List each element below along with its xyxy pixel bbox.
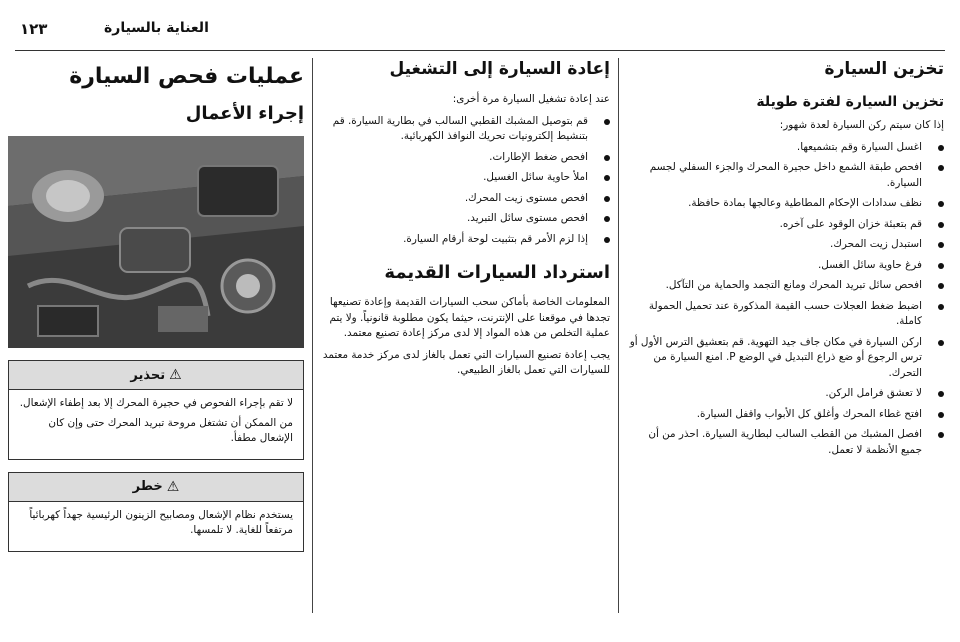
header-rule xyxy=(15,50,945,51)
list-item: اغسل السيارة وقم بتشميعها. xyxy=(628,140,944,156)
bullet-icon xyxy=(604,196,610,202)
danger-body xyxy=(9,502,303,551)
list-item: لا تعشق فرامل الركن. xyxy=(628,386,944,402)
column-storage xyxy=(628,58,944,618)
warning-body xyxy=(9,390,303,459)
body-paragraph: يجب إعادة تصنيع السيارات التي تعمل بالغاز لدى مركز خدمة معتمد للسيارات التي تعمل بالغاز الطبيعي. xyxy=(322,348,610,376)
list-item: قم بتوصيل المشبك القطبي السالب في بطارية السيارة. قم بتنشيط إلكترونيات تحريك النوافذ الكهربائية. xyxy=(320,114,610,145)
column-restart xyxy=(320,58,610,618)
list-item: افتح غطاء المحرك وأغلق كل الأبواب واقفل السيارة. xyxy=(628,407,944,423)
bullet-icon xyxy=(938,391,944,397)
list-item: اضبط ضغط العجلات حسب القيمة المذكورة عند تحميل الحمولة كاملة. xyxy=(628,299,944,330)
bullet-icon xyxy=(938,165,944,171)
storage-list xyxy=(628,140,944,459)
warning-text: لا تقم بإجراء الفحوص في حجيرة المحرك إلا بعد إطفاء الإشعال. xyxy=(19,397,293,409)
column-divider xyxy=(312,58,313,613)
intro-text: عند إعادة تشغيل السيارة مرة أخرى: xyxy=(452,93,610,105)
page-header xyxy=(0,0,960,50)
danger-text: يستخدم نظام الإشعال ومصابيح الزينون الرئيسية جهداً كهربائياً مرتفعاً للغاية. لا تلمسها. xyxy=(29,508,293,536)
bullet-icon xyxy=(604,216,610,222)
list-item: افحص مستوى زيت المحرك. xyxy=(320,191,610,207)
danger-label: خطر xyxy=(132,479,163,494)
warning-box xyxy=(8,360,304,460)
body-paragraph: المعلومات الخاصة بأماكن سحب السيارات القديمة وإعادة تصنيعها تجدها في موقعنا على الإنترنت، حيثما يكون مطلوبة قانونياً. ولا يتم عملية التخلص من هذه المواد إلا لدى مركز إعادة تصنيع معتمد. xyxy=(329,296,610,339)
warning-label: تحذير xyxy=(130,367,166,383)
list-item: افصل المشبك من القطب السالب لبطارية السيارة. احذر من أن جميع الأنظمة لا تعمل. xyxy=(628,427,944,458)
list-item: افحص مستوى سائل التبريد. xyxy=(320,211,610,227)
list-item: افحص سائل تبريد المحرك ومانع التجمد والحماية من التآكل. xyxy=(628,278,944,294)
warning-triangle-icon: ⚠ xyxy=(166,478,180,495)
page-number: ١٢٣ xyxy=(20,20,48,38)
intro-text: إذا كان سيتم ركن السيارة لعدة شهور: xyxy=(779,119,944,131)
bullet-icon xyxy=(938,263,944,269)
bullet-icon xyxy=(604,237,610,243)
list-item: نظف سدادات الإحكام المطاطية وعالجها بمادة حافظة. xyxy=(628,196,944,212)
bullet-icon xyxy=(938,145,944,151)
list-item: قم بتعبئة خزان الوقود على آخره. xyxy=(628,217,944,233)
list-item: اركن السيارة في مكان جاف جيد التهوية. قم بتعشيق الترس الأول أو ترس الرجوع أو ضع ذراع التبديل في الوضع P. امنع السيارة من التحرك. xyxy=(628,335,944,382)
warning-header xyxy=(9,361,303,390)
bullet-icon xyxy=(938,222,944,228)
danger-header xyxy=(9,473,303,502)
warning-triangle-icon: ⚠ xyxy=(169,367,182,383)
restart-list xyxy=(320,114,610,248)
list-item: فرغ حاوية سائل الغسل. xyxy=(628,258,944,274)
column-divider xyxy=(618,58,619,613)
engine-bay-photo xyxy=(8,136,304,348)
section-title: عمليات فحص السيارة xyxy=(69,64,304,89)
bullet-icon xyxy=(938,304,944,310)
bullet-icon xyxy=(938,432,944,438)
danger-box xyxy=(8,472,304,552)
section-title: استرداد السيارات القديمة xyxy=(384,262,610,283)
list-item: استبدل زيت المحرك. xyxy=(628,237,944,253)
bullet-icon xyxy=(604,119,610,125)
subsection-title: تخزين السيارة لفترة طويلة xyxy=(756,94,944,110)
column-checks xyxy=(8,58,304,618)
section-title: تخزين السيارة xyxy=(824,59,944,79)
bullet-icon xyxy=(938,201,944,207)
bullet-icon xyxy=(938,412,944,418)
list-item: إذا لزم الأمر قم بتثبيت لوحة أرقام السيارة. xyxy=(320,232,610,248)
bullet-icon xyxy=(938,242,944,248)
bullet-icon xyxy=(938,283,944,289)
procedure-title: إجراء الأعمال xyxy=(185,103,304,124)
list-item: افحص ضغط الإطارات. xyxy=(320,150,610,166)
bullet-icon xyxy=(938,340,944,346)
running-head: العناية بالسيارة xyxy=(104,20,209,36)
engine-bay-illustration xyxy=(8,136,304,348)
bullet-icon xyxy=(604,155,610,161)
section-title: إعادة السيارة إلى التشغيل xyxy=(389,59,610,79)
warning-text: من الممكن أن تشتغل مروحة تبريد المحرك حتى وإن كان الإشعال مطفأ. xyxy=(48,416,293,444)
list-item: املأ حاوية سائل الغسيل. xyxy=(320,170,610,186)
bullet-icon xyxy=(604,175,610,181)
list-item: افحص طبقة الشمع داخل حجيرة المحرك والجزء السفلي لجسم السيارة. xyxy=(628,160,944,191)
